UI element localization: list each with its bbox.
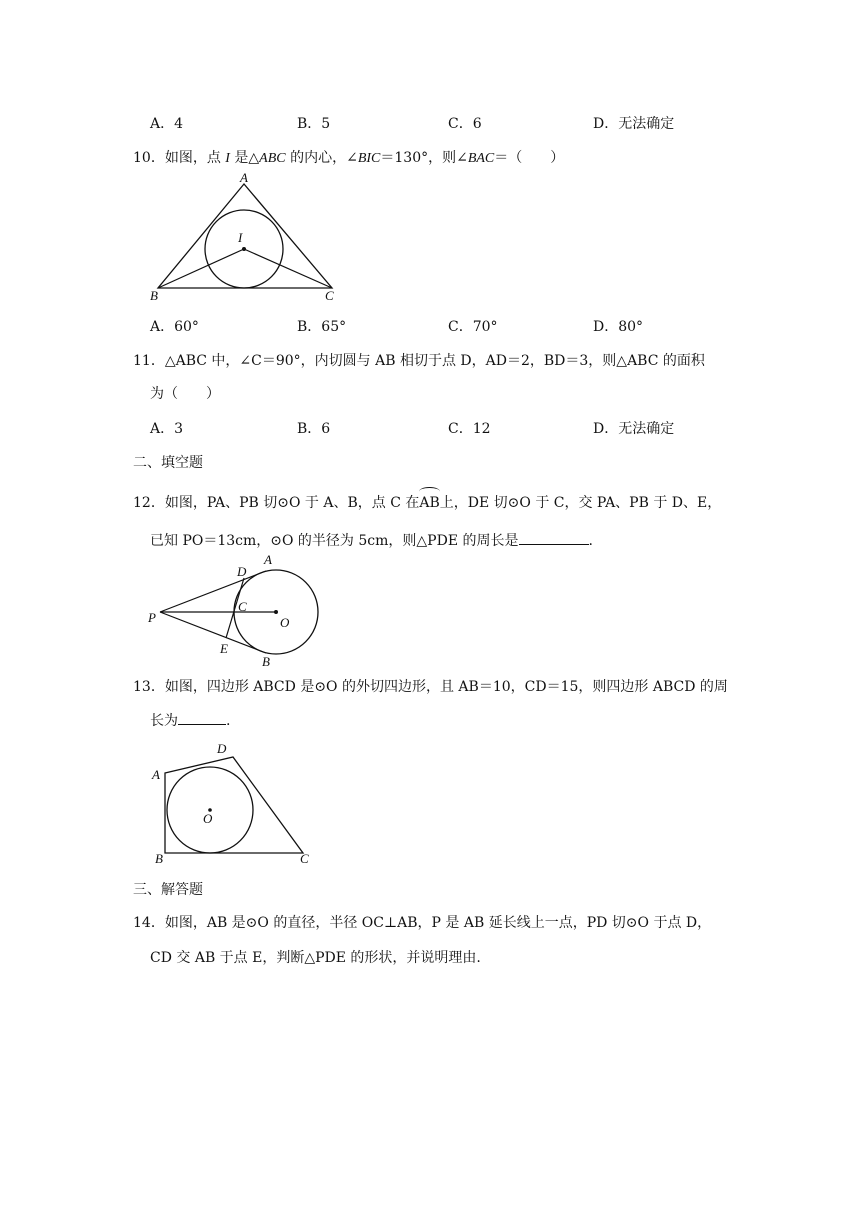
section-fill-in-blank-heading: 二、填空题 (133, 455, 203, 471)
q13-answer-blank (178, 712, 226, 725)
q13-label-d: D (217, 741, 227, 756)
q14-stem-line2: CD 交 AB 于点 E，判断△PDE 的形状，并说明理由. (150, 950, 481, 966)
q10-text-e: ＝（ ） (494, 150, 565, 166)
q12-arc-ab: AB (419, 495, 440, 511)
q12-stem-line2 (150, 530, 593, 550)
q12-label-e: E (220, 641, 228, 656)
q13-stem-line2 (150, 710, 230, 730)
q11-stem-line1 (133, 350, 705, 370)
q12-text-2a: 已知 PO＝13cm，⊙O 的半径为 5cm，则△PDE 的周长是 (150, 533, 519, 549)
q13-label-c: C (300, 851, 309, 866)
q13-text-1: 如图，四边形 ABCD 是⊙O 的外切四边形，且 AB＝10，CD＝15，则四边形 ABCD 的周 (164, 679, 728, 695)
q13-label-b: B (155, 851, 163, 866)
q10-number: 10． (133, 150, 165, 166)
q11-option-a: A．3 (150, 421, 184, 437)
q9-option-b: B．5 (297, 116, 331, 132)
q10-label-b: B (150, 288, 158, 303)
q10-var-bic: BIC (357, 151, 381, 166)
q10-text-d: ＝130°，则∠ (380, 150, 468, 166)
q13-label-o: O (203, 811, 213, 826)
q12-label-o: O (280, 615, 290, 630)
q10-option-a: A．60° (150, 319, 199, 335)
q12-label-b: B (262, 654, 270, 669)
q12-text-2b: . (588, 533, 593, 549)
q11-option-d: D．无法确定 (593, 421, 675, 437)
q10-option-c: C．70° (448, 319, 498, 335)
q11-stem-line2: 为（ ） (150, 386, 220, 402)
q12-answer-blank (519, 532, 589, 545)
q12-tangent-figure (140, 550, 340, 670)
q9-option-d: D．无法确定 (593, 116, 675, 132)
q10-var-i: I (225, 151, 230, 166)
q14-text-1: 如图，AB 是⊙O 的直径，半径 OC⊥AB，P 是 AB 延长线上一点，PD 切⊙O 于点 D， (164, 915, 712, 931)
q10-option-b: B．65° (297, 319, 347, 335)
q10-var-bac: BAC (467, 151, 495, 166)
q10-text-a: 如图，点 (164, 150, 226, 166)
q10-label-i: I (238, 230, 243, 245)
q12-stem-line1 (133, 492, 721, 512)
q11-option-b: B．6 (297, 421, 331, 437)
q9-option-c: C．6 (448, 116, 482, 132)
q12-number: 12． (133, 495, 165, 511)
q12-label-a: A (264, 552, 272, 567)
q10-option-d: D．80° (593, 319, 644, 335)
q10-label-a: A (240, 170, 248, 185)
q14-stem-line1 (133, 912, 711, 932)
q12-label-c: C (238, 599, 247, 614)
q12-label-d: D (237, 564, 247, 579)
q10-label-c: C (325, 288, 334, 303)
q10-text-b: 是△ (229, 150, 260, 166)
q11-number: 11． (133, 353, 165, 369)
q13-text-2a: 长为 (150, 713, 178, 729)
q12-text-1b: 上，DE 切⊙O 于 C，交 PA、PB 于 D、E， (439, 495, 722, 511)
q13-text-2b: . (226, 713, 231, 729)
q10-var-abc: ABC (259, 151, 286, 166)
q12-label-p: P (148, 610, 156, 625)
q13-number: 13． (133, 679, 165, 695)
q10-text-c: 的内心，∠ (285, 150, 358, 166)
q9-option-a: A．4 (150, 116, 184, 132)
section-solution-heading: 三、解答题 (133, 882, 203, 898)
q11-text-1: △ABC 中，∠C＝90°，内切圆与 AB 相切于点 D，AD＝2，BD＝3，则△ABC 的面积 (164, 353, 705, 369)
q13-quadrilateral-figure (145, 735, 320, 870)
q10-incircle-figure (140, 170, 350, 305)
q13-label-a: A (152, 767, 160, 782)
q14-number: 14． (133, 915, 165, 931)
q11-option-c: C．12 (448, 421, 491, 437)
q13-stem-line1 (133, 676, 728, 696)
q10-stem (133, 147, 564, 167)
q12-text-1a: 如图，PA、PB 切⊙O 于 A、B，点 C 在 (164, 495, 420, 511)
